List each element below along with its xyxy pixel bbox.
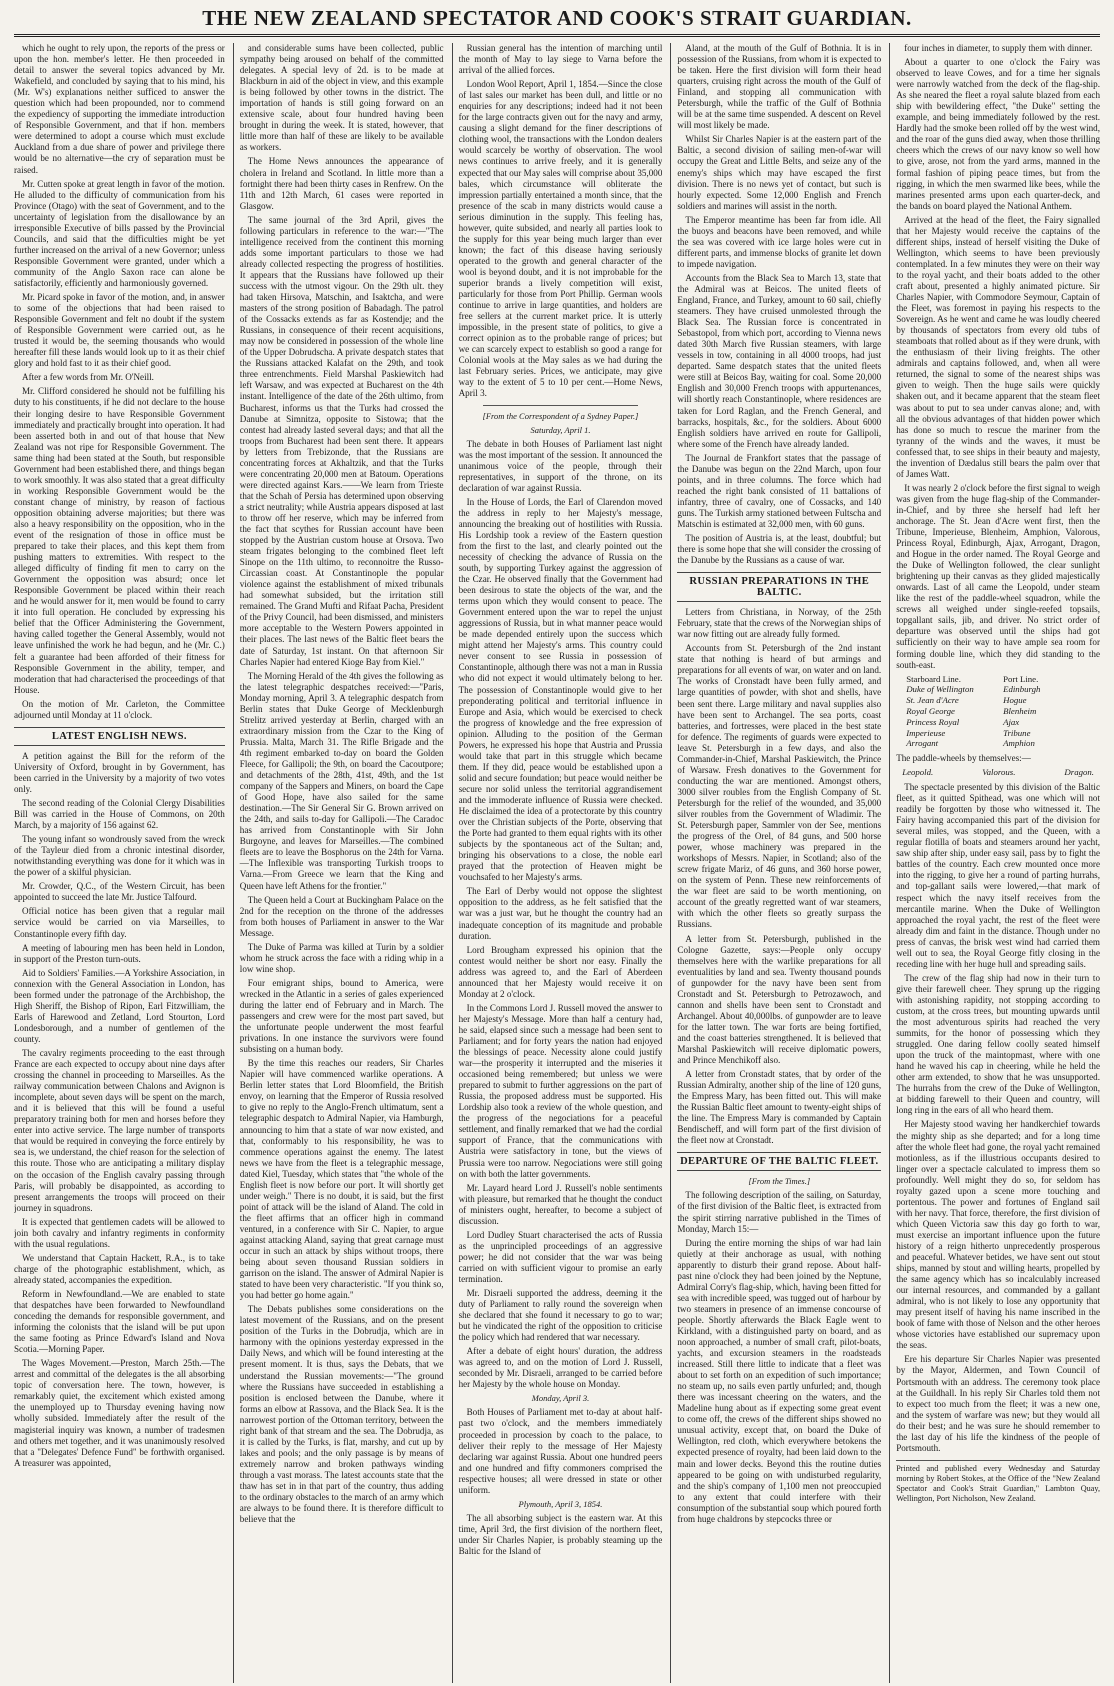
port-ship: Ajax <box>1003 716 1020 727</box>
columns <box>14 43 1100 1683</box>
article-paragraph: The Earl of Derby would not oppose the slightest opposition to the address, as he felt satisfied that the war was a just war, but he thought the country had an inadequate conception of its magnitude and probable duration. <box>458 886 663 941</box>
article-paragraph: The crew of the flag ship had now in their turn to give their farewell cheer. They sprung up the rigging with astonishing rapidity, not stopping according to custom, at the cross trees, but mounting upwards until the most adventurous spirits had reached the very summits, for the honor of possessing which they struggled. One daring fellow coolly seated himself upon the truck of the maintopmast, where with one hand he waved his cap in cheering, while he held the other arm extended, to show that he was unsupported. The hurrahs from the crew of the Duke of Wellington, at bidding farewell to their Queen and country, will long ring in the ears of all who heard them. <box>896 972 1100 1116</box>
article-paragraph: Letters from Christiana, in Norway, of the 25th February, state that the crews of the Norwegian ships of war now fitting out are already fully formed. <box>677 607 882 640</box>
port-ship: Edinburgh <box>1003 684 1041 695</box>
article-paragraph: Lord Brougham expressed his opinion that the contest would neither be short nor easy. Finally the address was agreed to, and the Earl of Aberdeen announced that her Majesty would receive it on Monday at 2 o'clock. <box>458 944 663 999</box>
article-paragraph: Reform in Newfoundland.—We are enabled to state that despatches have been forwarded to Newfoundland conceding the demands for responsible government, and informing the colonists that the island will be put upon the same footing as Prince Edward's Island and Nova Scotia.—Morning Paper. <box>14 1288 225 1355</box>
article-paragraph: Russian general has the intention of marching until the month of May to lay siege to Varna before the arrival of the allied forces. <box>458 43 663 76</box>
article-paragraph: By the time this reaches our readers, Sir Charles Napier will have commenced warlike operations. A Berlin letter states that Lord Bloomfield, the British envoy, on learning that the Emperor of Russia resolved to give no reply to the Anglo-French ultimatum, sent a telegraphic despatch to Admiral Napier, via Hamburgh, announcing to him that a state of war now existed, and that, conformably to his responsibility, he was to commence operations against the enemy. The latest news we have from the fleet is a telegraphic message, dated Kiel, Tuesday, which states that "the whole of the English fleet is now before our port. It will shortly get under weigh." There is no doubt, it is said, but the first point of attack will be the island of Aland. The cold in the fleet affirms that an officer high in command ventured, in a conference with Sir C. Napier, to argue against attacking Aland, saying that great carnage must occur in such an attack by ships without troops, there being about seven thousand Russian soldiers in garrison on the island. The answer of Admiral Napier is stated to have been very characteristic. "If you think so, you had better go home again." <box>239 1058 444 1301</box>
paddle-ship: Leopold. <box>902 767 934 778</box>
article-paragraph: The cavalry regiments proceeding to the east through France are each expected to occupy about nine days after crossing the channel in proceeding to Marseilles. As the railway communication between Chalons and Avignon is incomplete, about seven days will be spent on the march, and it is believed that this will be found a useful preparatory training both for men and horses before they enter into active service. The large number of transports that would be required in conveying the force entirely by sea is, we understand, the chief reason for the selection of this route. Those who are anticipating a military display on the occasion of the English cavalry passing through Paris, will probably be disappointed, as according to present arrangements the troops will proceed on their journey in squadrons. <box>14 1047 225 1213</box>
article-paragraph: The all absorbing subject is the eastern war. At this time, April 3rd, the first division of the northern fleet, under Sir Charles Napier, is probably steaming up the Baltic for the Island of <box>458 1512 663 1556</box>
port-line-heading: Port Line. <box>1003 673 1039 684</box>
divider-rule <box>483 405 639 406</box>
article-paragraph: During the entire morning the ships of war had lain quietly at their anchorage as usual, with nothing apparently to disturb their grand repose. About half-past nine o'clock they had been joined by the Neptune, Admiral Corry's flag-ship, which, having been fitted for sea with incredible speed, was tugged out of harbour by two steamers in presence of an immense concourse of people. Shortly afterwards the Black Eagle went to Kirkland, with a distinguished party on board, and as noon approached, a number of small craft, pilot-boats, yachts, and excursion steamers in the roadsteads increased. Still there little to indicate that a fleet was about to set forth on an expedition of such importance; no steam up, no sails even partly unfurled; and, though there was incessant cheering on the waters, and the Madeline hung about as if expecting some great event to come off, the crews of the different ships showed no unusual activity, except that, on board the Duke of Wellington, red cloth, which everywhere betokens the expected presence of royalty, had been laid down to the main and lower decks. Beyond this the routine duties appeared to be going on with undisturbed regularity, and the ship's company of 1,100 men not preoccupied to any extent that could interfere with their consumption of the substantial soup which poured forth from huge chaldrons by stepcocks three or <box>677 1237 882 1524</box>
article-paragraph: The second reading of the Colonial Clergy Disabilities Bill was carried in the House of Commons, on 20th March, by a majority of 156 against 62. <box>14 798 225 831</box>
port-ship: Hogue <box>1003 695 1027 706</box>
article-paragraph: After a debate of eight hours' duration, the address was agreed to, and on the motion of Lord J. Russell, seconded by Mr. Disraeli, arranged to be carried before her Majesty by the whole house on Monday. <box>458 1346 663 1390</box>
article-paragraph: A meeting of labouring men has been held in London, in support of the Preston turn-outs. <box>14 942 225 964</box>
article-paragraph: Arrived at the head of the fleet, the Fairy signalled that her Majesty would receive the captains of the different ships, instead of herself visiting the Duke of Wellington, which seems to have been previously contemplated. In a few minutes they were on their way to the royal yacht, and their boats added to the other craft about, presented a highly animated picture. Sir Charles Napier, with Commodore Seymour, Captain of the Fleet, was foremost in paying his respects to the Sovereign. As he went and came he was loudly cheered by thousands of spectators from every old tubs of steamboats that rolled about as if they were drunk, with the enthusiasm of their living freights. The other admirals and captains followed, and, when all were returned, the signal to some of the nearest ships was given to weigh. Then the huge sails were quickly shaken out, and it became apparent that the steam fleet was about to put to sea under canvas alone; and, with all the obvious advantages of that hidden power which has done so much to rescue the mariner from the tyranny of the winds and the waves, it must be confessed that, to see ships in their beauty and majesty, the invention of Dædalus still bears the palm over that of James Watt. <box>896 214 1100 479</box>
article-paragraph: A letter from St. Petersburgh, published in the Cologne Gazette, says:—People only occupy themselves here with the warlike preparations for all eventualities by land and sea. Twenty thousand pounds of gunpowder for the navy have been sent from Cronstadt and St. Petersburgh to Petrozawoch, and cannon and shells have been sent to Cronstadt and Archangel. About 40,000lbs. of gunpowder are to leave for the latter town. The war forts are being fortified, and the coast batteries strengthened. It is believed that Marshal Paskiewitch will receive diplomatic powers, and Prince Menchikoff also. <box>677 933 882 1066</box>
paddle-intro: The paddle-wheels by themselves:— <box>896 753 1031 764</box>
article-paragraph: In the House of Lords, the Earl of Clarendon moved the address in reply to her Majesty's message, announcing the breaking out of hostilities with Russia. His Lordship took a review of the Eastern question from the first to the last, and clearly pointed out the necessity of checking the advance of Russia on the south, by supporting Turkey against the aggression of the Czar. He observed finally that the Government had been desirous to state the objects of the war, and the terms upon which they would consent to peace. The Government entered upon the war to repel the unjust aggressions of Russia, but in what manner peace would be made depended entirely upon the success which might attend her Majesty's arms. This country could never consent to see Russia in possession of Constantinople, although there was not a man in Russia who did not expect it would ultimately belong to her. The possession of Constantinople would give to her preponderating political and territorial influence in Europe and Asia, which would be exercised to check the progress of knowledge and the free expression of opinion. Alluding to the position of the German Powers, he expressed his hope that Austria and Prussia would take that part in this struggle which became them. If they did, peace would be established upon a solid and secure foundation; but peace would neither be secure nor solid unless the territorial aggrandisement and the immoderate influence of Russia were checked. He disclaimed the idea of a protectorate by this country over the Christian subjects of the Porte, observing that the Porte had granted to them equal rights with its other subjects by the spontaneous act of the Sultan; and, bringing his observations to a close, the noble earl prayed that the protection of Heaven might be vouchsafed to her Majesty's arms. <box>458 496 663 883</box>
article-paragraph: Official notice has been given that a regular mail service would be carried on via Marseilles, to Constantinople every fifth day. <box>14 906 225 939</box>
article-paragraph: It was nearly 2 o'clock before the first signal to weigh was given from the huge flag-ship of the Commander-in-Chief, and by three she herself had left her anchorage. The St. Jean d'Acre went first, then the Tribune, Imperieuse, Blenheim, Amphion, Valorous, Princess Royal, Edinburgh, Ajax, Arrogant, Dragon, and Hogue in the order named. The Royal George and the Duke of Wellington followed, the clear sunlight brightening up their canvas as they glided majestically onwards. Last of all came the Leopold, under steam like the rest of the paddle-wheel squadron, while the screws all weighed under single-reefed topsails, topgallant sails, jib, and driver. No strict order of departure was observed until the ships had got sufficiently on their way to have ample sea room for forming double line, which they did standing to the south-east. <box>896 482 1100 670</box>
article-paragraph: Whilst Sir Charles Napier is at the eastern part of the Baltic, a second division of sailing men-of-war will occupy the Great and Little Belts, and seize any of the enemy's ships which may have escaped the first division. There is no news yet of contact, but such is hourly expected. Some 12,000 English and French soldiers and marines will assist in the north. <box>677 134 882 211</box>
article-paragraph: Mr. Picard spoke in favor of the motion, and, in answer to some of the objections that had been raised to Responsible Government and felt no doubt if the system of Responsible Government were carried out, as he trusted it would be, the seeming thousands who would hereafter fill these lands would look up to it as their chief glory and hold fast to it as their chief good. <box>14 292 225 369</box>
article-paragraph: A petition against the Bill for the reform of the University of Oxford, brought in by Government, has been carried in the University by a majority of two votes only. <box>14 750 225 794</box>
article-paragraph: Both Houses of Parliament met to-day at about half-past two o'clock, and the members immediately proceeded in procession by coach to the palace, to deliver their reply to the message of Her Majesty declaring war against Russia. About one hundred peers and one hundred and fifty commoners comprised the respective houses; all were dressed in state or other uniform. <box>458 1407 663 1495</box>
article-paragraph: The following description of the sailing, on Saturday, of the first division of the Baltic fleet, is extracted from the spirit stirring narrative published in the Times of Monday, March 15:— <box>677 1190 882 1234</box>
article-paragraph: The young infant so wondrously saved from the wreck of the Tayleur died from a chronic intestinal disorder, notwithstanding everything was done for it which was in the power of a skilful physician. <box>14 834 225 878</box>
starboard-ship: Duke of Wellington <box>906 684 974 695</box>
article-paragraph: The Debats publishes some considerations on the latest movement of the Russians, and on the present position of the Turks in the Dobrudja, which are in harmony with the opinions yesterday expressed in the Daily News, and which will be found interesting at the present moment. It is thus, says the Debats, that we understand the Russian movements:—"The ground where the Russians have succeeded in establishing a position is enclosed between the Danube, where it forms an elbow at Rassova, and the Black Sea. It is the narrowest portion of the Ottoman territory, between the right bank of that stream and the sea. The Dobrudja, as it is called by the Turks, is flat, marshy, and cut up by lakes and pools; and the only passage is by means of extremely narrow and broken pathways winding through a vast morass. The latest accounts state that the thaw has set in in that part of the country, thus adding to the ordinary obstacles to the march of an army which are always to be found there. It is therefore difficult to believe that the <box>239 1304 444 1525</box>
article-paragraph: The Wages Movement.—Preston, March 25th.—The arrest and committal of the delegates is the all absorbing topic of conversation here. The town, however, is remarkably quiet, the excitement which existed among the unemployed up to Thursday evening having now wholly subsided. Immediately after the result of the magisterial inquiry was known, a number of tradesmen and others met together, and it was unanimously resolved that a "Delegates' Defence Fund" be forthwith organised. A treasurer was appointed, <box>14 1358 225 1468</box>
article-paragraph: Lord Dudley Stuart characterised the acts of Russia as the unprincipled proceedings of an aggressive power; he did not consider that the war was being carried on with sufficient vigour to promise an early termination. <box>458 1229 663 1284</box>
article-paragraph: In the Commons Lord J. Russell moved the answer to her Majesty's Message. More than half a century had, he said, elapsed since such a message had been sent to Parliament; and for forty years the nation had enjoyed the blessings of peace. Necessity alone could justify war—the prosperity it interrupted and the miseries it occasioned being remembered; but unless we were prepared to submit to further aggressions on the part of Russia, the proposed address must be supported. His Lordship also took a review of the whole question, and the progress of the negociations for a peaceful settlement, and finally remarked that we had the cordial support of France, that the communications with Austria were satisfactory in tone, but the views of Prussia were too narrow. Negociations were still going on with both the latter governments. <box>458 1002 663 1179</box>
starboard-ship: Royal George <box>906 706 955 717</box>
article-paragraph: The Journal de Frankfort states that the passage of the Danube was begun on the 22nd March, upon four points, and in three columns. The force which had reached the right bank consisted of 11 battalions of infantry, three of cavalry, one of Cossacks, and 140 guns. The Turkish army stationed between Fultscha and Matschin is estimated at 32,000 men, with 60 guns. <box>677 452 882 529</box>
article-paragraph: Aid to Soldiers' Families.—A Yorkshire Association, in connexion with the General Association in London, has been formed under the patronage of the Archbishop, the High Sheriff, the Bishop of Ripon, Earl Fitzwilliam, the Earls of Harewood and Zetland, Lord Stourton, Lord Londesborough, and a number of gentlemen of the county. <box>14 967 225 1044</box>
column-3 <box>452 43 663 1683</box>
article-paragraph: We understand that Captain Hackett, R.A., is to take charge of the photographic establishment, which, as already stated, accompanies the expedition. <box>14 1252 225 1285</box>
article-paragraph: Mr. Clifford considered he should not be fulfilling his duty to his constituents, if he did not declare to the house their longing desire to have Responsible Government immediately and practically brought into operation. It had been asserted both in and out of that house that New Zealand was not ripe for Responsible Government. The same thing had been stated at the South, but responsible Government had been established there, and things began to work smoothly. It was also stated that a great difficulty in working Responsible Government would be the constant change of ministry, by reason of factious opposition obtaining adverse majorities; but there was also a heavy responsibility on the opposition, who in the event of the resignation of those in office must be prepared to take their places, and this kept them from pushing matters to extremities. With respect to the alleged difficulty of finding fit men to carry on the Government the opposition was absurd; once let Responsible Government be placed within their reach and he would answer for it, men would be found to carry it into full operation. He concluded by expressing his belief that the Officer Administering the Government, having called together the General Assembly, would not leave unfinished the work he had begun, and he (Mr. C.) felt a guarantee had been afforded of their fitness for Responsible Government in the ability, temper, and moderation that had characterised the proceedings of that House. <box>14 386 225 695</box>
article-paragraph: London Wool Report, April 1, 1854.—Since the close of last sales our market has been dull, and little or no enquiries for any descriptions; indeed had it not been for the large contracts given out for the navy and army, causing a slight demand for the finer descriptions of clothing wool, the transactions with the London dealers would scarcely be worthy of observation. The wool news continues to arrive freely, and it is generally expected that our May sales will comprise about 35,000 bales, which circumstance will obliterate the impression partially entertained a month since, that the presence of the scab in many districts would cause a serious diminution in the supply. This feeling has, however, quite subsided, and nearly all parties look to the supply for this year being much larger than ever known; the fact of this disease having seriously operated to the growth and general character of the wool is beyond doubt, and it is not improbable for the superior brands a lively competition will exist, particularly for those from Port Phillip. German wools continue to arrive in large quantities, and holders are free sellers at the current market price. It is utterly impossible, in the present state of politics, to give a correct opinion as to the probable range of prices; but we can scarcely expect to establish so good a range for Colonial wools at the May sales as we had during the last February series. Prices, we anticipate, may give way to the extent of 5 to 10 per cent.—Home News, April 3. <box>458 79 663 399</box>
article-paragraph: After a few words from Mr. O'Neill. <box>22 372 154 383</box>
paddle-ship: Valorous. <box>982 767 1016 778</box>
article-paragraph: The Emperor meantime has been far from idle. All the buoys and beacons have been removed, and while the sea was covered with ice large holes were cut in different parts, and immense blocks of granite let down to impede navigation. <box>677 214 882 269</box>
article-paragraph: A letter from Cronstadt states, that by order of the Russian Admiralty, another ship of the line of 120 guns, the Empress Mary, has been fitted out. This will make the Russian Baltic fleet amount to twenty-eight ships of the line. The Empress Mary is commanded by Captain Bendischeff, and will form part of the first division of the fleet now at Cronstadt. <box>677 1069 882 1146</box>
port-ship: Amphion <box>1003 738 1035 749</box>
column-2 <box>233 43 444 1683</box>
paddle-ships <box>902 767 1094 778</box>
article-paragraph: Ere his departure Sir Charles Napier was presented by the Mayor, Aldermen, and Town Council of Portsmouth with an address. The ceremony took place at the Guildhall. In his reply Sir Charles told them not to expect too much from the fleet; it was a new one, and the system of warfare was new; but they would all do their best; and he was sure he should remember to the last day of his life the kindness of the people of Portsmouth. <box>896 1354 1100 1453</box>
starboard-ship: Arrogant <box>906 738 939 749</box>
article-paragraph: Accounts from the Black Sea to March 13, state that the Admiral was at Beicos. The united fleets of England, France, and Turkey, amount to 60 sail, chiefly steamers. They have cruised unmolested through the Black Sea. The Russian force is concentrated in Sebastopol, from which port, according to Vienna news dated 30th March five Russian steamers, with large vessels in tow, containing in all 4000 troops, had just departed. Same despatch states that the united fleets were still at Beicos Bay, waiting for coal. Some 20,000 English and 30,000 French troops with appurtenances, will shortly reach Constantinople, where residences are taken for Lord Raglan, and the French General, and barracks, hospitals, &c., for the soldiers. About 6000 English soldiers have arrived en route for Gallipoli, where some of the French have already landed. <box>677 272 882 449</box>
fleet-lines-table <box>906 674 1100 750</box>
article-paragraph: The same journal of the 3rd April, gives the following particulars in reference to the war:—"The intelligence received from the continent this morning adds some important particulars to those we had already collected respecting the progress of hostilities. It appears that the Russians have followed up their success with the utmost vigour. On the 29th ult. they had taken Hirsova, Matschin, and Isaktcha, and were masters of the strong position of Babadagh. The patrol of the Cossacks extends as far as Kostendje; and the Russians, in consequence of their recent acquisitions, may now be considered in possession of the whole line of the Upper Dobrudscha. A private despatch states that the Russians attacked Kalafat on the 29th, and took three entrenchments. Field Marshal Paskiewitch had left Warsaw, and was expected at Bucharest on the 4th instant. Intelligence of the date of the 26th ultimo, from Bucharest, informs us that the Turks had crossed the Danube at Simnitza, opposite to Sistowa; that the contest had already lasted several days; and that all the troops from Bucharest had been sent there. It appears by letters from Trebizonde, that the Russians are concentrating forces at Akhaltzik, and that the Turks were concentrating 20,000 men at Batoum. Operations were directed against Kars.——We learn from Trieste that the Schah of Persia has determined upon observing a strict neutrality; while Austria appears disposed at last to throw off her reserve, which may be inferred from the fact that scythes for Russian account have been stopped by the Austrian custom house at Orsova. Two steam frigates belonging to the combined fleet left Sinope on the 11th ultimo, to reconnoitre the Russo-Circassian coast. At Constantinople the popular violence against the establishment of mixed tribunals had somewhat subsided, but the irritation still remained. The Grand Mufti and Rifaat Pacha, President of the Privy Council, had been dismissed, and ministers more acceptable to the Western Powers appointed in their places. The last news of the Baltic fleet bears the date of Saturday, 1st instant. On that afternoon Sir Charles Napier had entered Kioge Bay from Kiel." <box>239 214 444 667</box>
article-paragraph: Mr. Crowder, Q.C., of the Western Circuit, has been appointed to succeed the late Mr. Justice Talfourd. <box>14 881 225 903</box>
article-paragraph: The spectacle presented by this division of the Baltic fleet, as it quitted Spithead, was one which will not readily be forgotten by those who witnessed it. The Fairy having accompanied this part of the division for several miles, was stopped, and the Queen, with a regular flotilla of boats and steamers around her yacht, saw ship after ship, under easy sail, pass by to fight the battles of the country. Each crew mounted once more into the rigging, to give her a round of parting hurrahs, and top-gallant sails were lowered,—that mark of respect which the navy itself receives from the mercantile marine. When the Duke of Wellington approached the royal yacht, the rest of the fleet were already dim and faint in the distance. Though under no press of canvas, the brisk west wind had carried them well out to sea, the Royal George fitly closing in the receding line with her huge hull and spreading sails. <box>896 782 1100 969</box>
article-paragraph: The Duke of Parma was killed at Turin by a soldier whom he struck across the face with a riding whip in a low wine shop. <box>239 941 444 974</box>
article-paragraph: which he ought to rely upon, the reports of the press or upon the hon. member's letter. He then proceeded in detail to answer the several topics advanced by Mr. Wakefield, and concluded by saying that to his mind, his (Mr. W's) explanations neither sufficed to answer the question which had been propounded, nor to commend the expediency of supporting the immediate introduction of Responsible Government, and that if hon. members were determined to adopt a course which must exclude Auckland from a due share of power and privilege there would be no alternative—the cry of separation must be raised. <box>14 43 225 175</box>
port-ship: Blenheim <box>1003 706 1037 717</box>
starboard-line-heading: Starboard Line. <box>906 673 961 684</box>
port-ship: Tribune <box>1003 727 1031 738</box>
section-heading: DEPARTURE OF THE BALTIC FLEET. <box>677 1152 881 1171</box>
article-paragraph: Mr. Layard heard Lord J. Russell's noble sentiments with pleasure, but remarked that he thought the conduct of ministers ought, hereafter, to become a subject of discussion. <box>458 1182 663 1226</box>
article-paragraph: About a quarter to one o'clock the Fairy was observed to leave Cowes, and for a time her signals were narrowly watched from the deck of the flag-ship. As she neared the fleet a royal salute blazed from each ship with bewildering effect, "the Duke" setting the example, and being immediately followed by the rest. Hardly had the smoke been rolled off by the west wind, and the roar of the guns died away, when those thrilling cheers which the crews of our navy know so well how to give, arose, not from the yard arms, manned in the formal fashion of piping peace times, but from the rigging, in which the men swarmed like bees, while the marines presented arms upon each quarter-deck, and the bands on board played the National Anthem. <box>896 57 1100 211</box>
imprint: Printed and published every Wednesday and Saturday morning by Robert Stokes, at the Office of the "New Zealand Spectator and Cook's Strait Guardian," Lambton Quay, Wellington, Port Nicholson, New Zealand. <box>896 1460 1100 1504</box>
starboard-ship: Imperieuse <box>906 727 946 738</box>
article-paragraph: Her Majesty stood waving her handkerchief towards the mighty ship as she departed; and for a long time after the whole fleet had gone, the royal yacht remained motionless, as if the illustrious occupants desired to linger over a spectacle calculated to impress them so profoundly. Well might they do so, for seldom has royalty gazed upon a scene more touching and portentous. The power and fortunes of England sail with her navy. That force, therefore, the first division of which Queen Victoria saw this day go forth to war, must exercise an important influence upon the future history of a reign hitherto unprecedently prosperous and peaceful. Whatever betides, we have sent out stout ships, manned by stout and willing hearts, propelled by the same agency which has so incalculably increased our internal resources, and commanded by a gallant admiral, who is not likely to lose any opportunity that may present itself of having his name inscribed in the book of fame with those of Nelson and the other heroes whose victories have established our supremacy upon the seas. <box>896 1119 1100 1351</box>
dateline: Monday, April 3. <box>531 1393 590 1404</box>
column-4 <box>670 43 881 1683</box>
article-paragraph: Mr. Cutten spoke at great length in favor of the motion. He alluded to the difficulty of communication from his Province (Otago) with the seat of Government, and to the uncertainty of legislation from the disallowance by an irresponsible Executive of bills passed by the Provincial Councils, and said that the difficulties might be yet further increased on the arrival of a new Governor; unless Responsible Government were granted, under which a community of the Anglo Saxon race can alone be satisfactorily, efficiently and harmoniously governed. <box>14 178 225 288</box>
article-paragraph: It is expected that gentlemen cadets will be allowed to join both cavalry and infantry regiments in conformity with the usual regulations. <box>14 1216 225 1249</box>
article-paragraph: and considerable sums have been collected, public sympathy being aroused on behalf of the committed delegates. A special levy of 2d. is to be made at Blackburn in aid of the object in view, and this example is being followed by other towns in the district. The importation of hands is still going forward on an extensive scale, about four hundred having been brought in during the week. It is stated, however, that little more than half of these are likely to be available as workers. <box>239 43 444 153</box>
starboard-ship: St. Jean d'Acre <box>906 695 959 706</box>
article-paragraph: Aland, at the mouth of the Gulf of Bothnia. It is in possession of the Russians, from whom it is expected to be taken. Here the first division will form their head quarters, cruising right across the mouth of the Gulf of Finland, and stopping all communication with Petersburgh, while the traffic of the Gulf of Bothnia will be at the same time suspended. A descent on Revel will most likely be made. <box>677 43 882 131</box>
column-1 <box>14 43 225 1683</box>
source-note: [From the Times.] <box>748 1176 811 1187</box>
article-paragraph: Accounts from St. Petersburgh of the 2nd instant state that nothing is heard of but armings and preparations for all events of war, on water and on land. The works of Cronstadt have been fully armed, and large quantities of powder, with shot and shells, have been sent there. Large military and naval supplies also have been sent to Archangel. The sea ports, coast batteries, and fortresses, were placed in the best state for defence. The regiments of guards were expected to leave St. Petersburgh in a few days, and also the Commander-in-Chief, Marshal Paskiewitch, the Prince of Warsaw. Fresh donatives to the Government for conducting the war are mentioned. Amongst others, 3000 silver roubles from the English Company of St. Petersburgh for the relief of the wounded, and 35,000 silver roubles from the Government of Wladimir. The St. Petersburgh paper, Sammler von der See, mentions the progress of the Orel, of 84 guns, and 500 horse power, whose machinery was prepared in the workshops of Messrs. Napier, in Scotland; also of the screw frigate Mariz, of 46 guns, and 360 horse power, on the system of Penn. These new reinforcements of the war fleet are said to be worth mentioning, on account of the greatly regretted want of war steamers, with which the other fleets so greatly surpass the Russians. <box>677 643 882 930</box>
paddle-ship: Dragon. <box>1064 767 1094 778</box>
article-paragraph: On the motion of Mr. Carleton, the Committee adjourned until Monday at 11 o'clock. <box>14 698 225 720</box>
article-paragraph: Four emigrant ships, bound to America, were wrecked in the Atlantic in a series of gales experienced during the latter end of February and in March. The passengers and crew were for the most part saved, but the unfortunate people underwent the most fearful privations. In one instance the survivors were found subsisting on a human body. <box>239 977 444 1055</box>
article-paragraph: The position of Austria is, at the least, doubtful; but there is some hope that she will consider the crossing of the Danube by the Russians as a cause of war. <box>677 533 882 566</box>
article-paragraph: The Morning Herald of the 4th gives the following as the latest telegraphic despatches received:—"Paris, Monday morning, April 3. A telegraphic despatch from Berlin states that Duke George of Mecklenburgh Strelitz arrived yesterday at Berlin, charged with an extraordinary mission from the Czar to the King of Prussia. Malta, March 31. The Rifle Brigade and the 4th regiment embarked to-day on board the Golden Fleece, for Gallipoli; the 9th, on board the Cacoutpore; and detachments of the 28th, 41st, 49th, and the 1st company of the Sappers and Miners, on board the Cape of Good Hope, have also sailed for the same destination.—The Sir General Sir G. Brown arrived on the 24th, and sails to-day for Gallipoli.—The Caradoc has arrived from Constantinople with Sir John Burgoyne, and leaves for Marseilles.—The combined fleets are to leave the Bosphorus on the 24th for Varna.—The Inflexible was transporting Turkish troops to Varna.—From Greece we learn that the King and Queen have left Athens for the frontier." <box>239 670 444 891</box>
article-paragraph: The debate in both Houses of Parliament last night was the most important of the session. It announced the unanimous voice of the people, through their representatives, in support of the throne, on its declaration of war against Russia. <box>458 438 663 493</box>
article-paragraph: The Home News announces the appearance of cholera in Ireland and Scotland. In little more than a fortnight there had been thirty cases in Renfrew. On the 11th and 12th March, 61 cases were reported in Glasgow. <box>239 156 444 211</box>
dateline: Saturday, April 1. <box>530 424 591 435</box>
article-paragraph: four inches in diameter, to supply them with dinner. <box>904 43 1093 53</box>
article-paragraph: The Queen held a Court at Buckingham Palace on the 2nd for the reception on the throne of the addresses from both houses of Parliament in answer to the War Message. <box>239 894 444 938</box>
article-paragraph: Mr. Disraeli supported the address, deeming it the duty of Parliament to rally round the sovereign when she declared that she found it necessary to go to war; but he vindicated the right of the opposition to criticise the policy which had rendered that war necessary. <box>458 1288 663 1343</box>
column-5 <box>889 43 1100 1683</box>
section-heading: LATEST ENGLISH NEWS. <box>14 727 225 746</box>
section-heading: RUSSIAN PREPARATIONS IN THE BALTIC. <box>677 572 881 602</box>
source-note: [From the Correspondent of a Sydney Paper.] <box>482 410 639 421</box>
dateline: Plymouth, April 3, 1854. <box>518 1498 603 1509</box>
masthead: THE NEW ZEALAND SPECTATOR AND COOK'S STRAIT GUARDIAN. <box>14 6 1100 37</box>
starboard-ship: Princess Royal <box>906 716 960 727</box>
